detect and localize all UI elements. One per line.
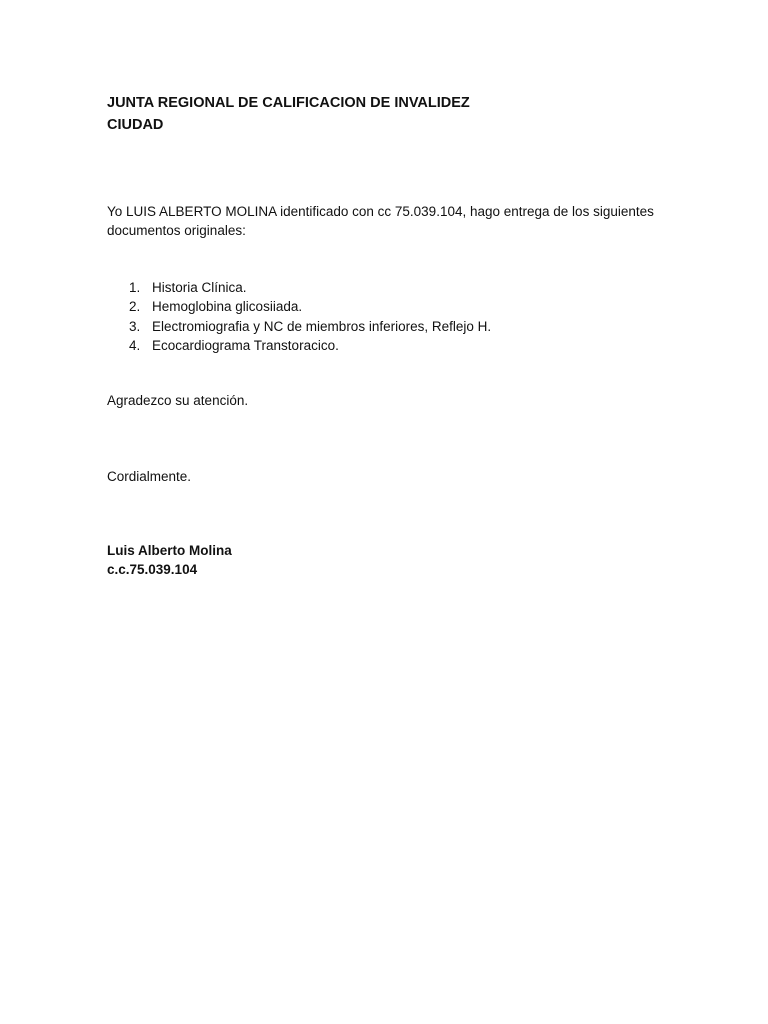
recipient-city: CIUDAD: [107, 117, 164, 133]
list-item-number: 4.: [129, 337, 141, 353]
intro-line-1: Yo LUIS ALBERTO MOLINA identificado con cc 75.039.104, hago entrega de los siguientes: [107, 204, 654, 219]
closing-line: Cordialmente.: [107, 469, 192, 484]
list-item-number: 3.: [129, 318, 141, 334]
signature-name: Luis Alberto Molina: [107, 543, 232, 558]
thanks-line: Agradezco su atención.: [107, 393, 249, 408]
recipient-heading: JUNTA REGIONAL DE CALIFICACION DE INVALIDEZ: [107, 95, 470, 111]
list-item-text: Ecocardiograma Transtoracico.: [152, 337, 339, 353]
list-item-number: 1.: [129, 280, 141, 295]
list-item-text: Electromiografia y NC de miembros inferiores, Reflejo H.: [152, 318, 492, 334]
list-item-text: Historia Clínica.: [152, 280, 247, 295]
list-item-number: 2.: [129, 299, 141, 315]
intro-line-2: documentos originales:: [107, 223, 246, 238]
signature-id: c.c.75.039.104: [107, 562, 198, 577]
list-item-text: Hemoglobina glicosiiada.: [152, 299, 303, 315]
